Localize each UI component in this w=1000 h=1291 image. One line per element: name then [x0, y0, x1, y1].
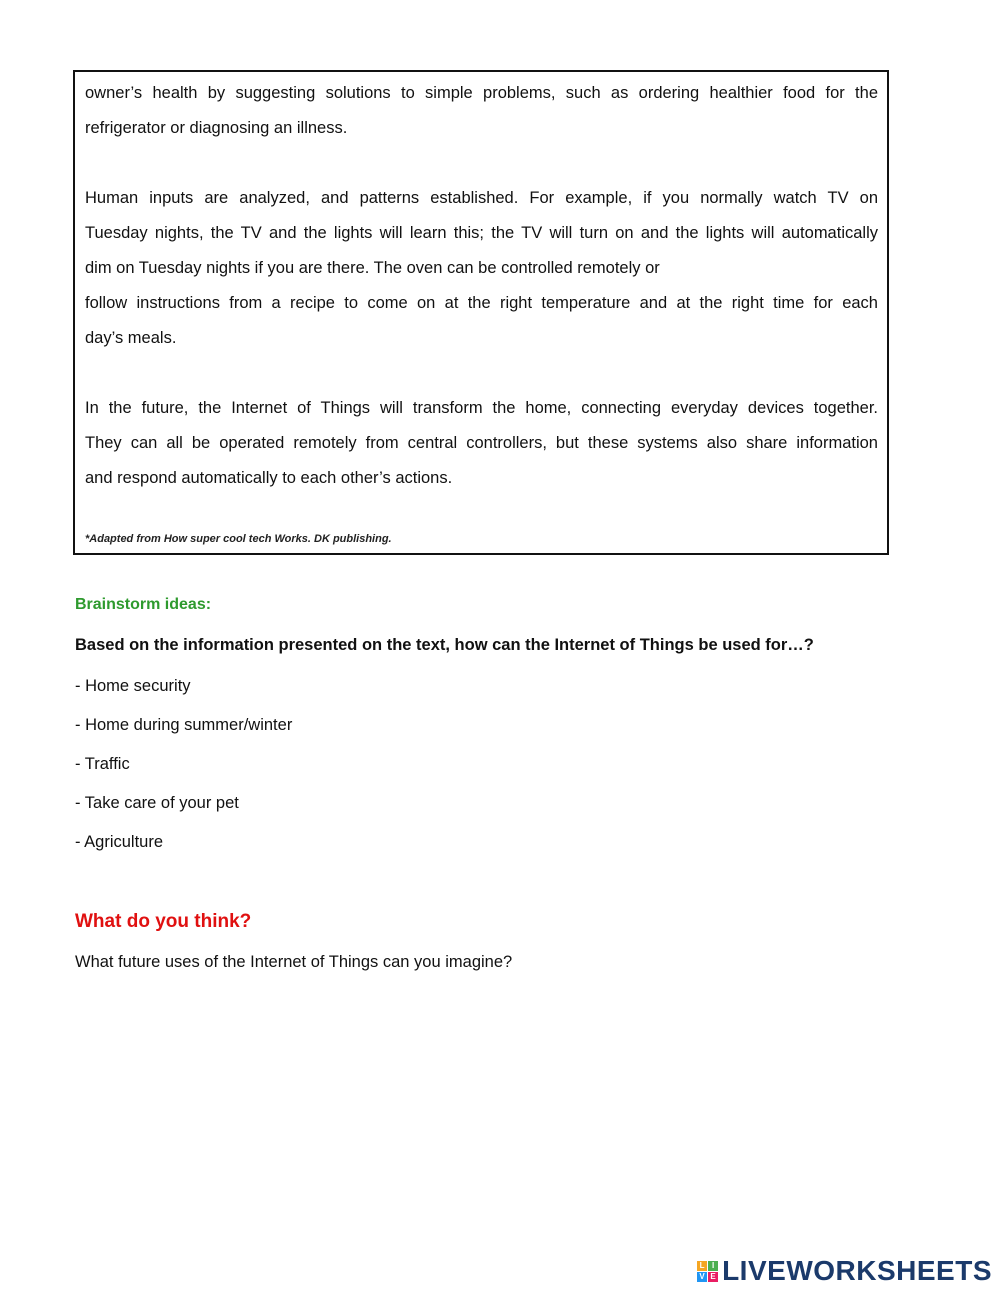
- brainstorm-question: Based on the information presented on the text, how can the Internet of Things be used for…?: [75, 636, 814, 654]
- list-item: - Home security: [75, 677, 191, 695]
- reading-text-box: [73, 70, 889, 555]
- list-item: - Agriculture: [75, 833, 164, 851]
- brand-logo-block: [697, 1255, 992, 1287]
- text-line: refrigerator or diagnosing an illness.: [85, 119, 348, 137]
- list-item: - Take care of your pet: [75, 794, 239, 812]
- text-line: day’s meals.: [85, 329, 177, 347]
- logo-letter-e: E: [708, 1272, 718, 1282]
- text-line: follow instructions from a recipe to come on at the right temperature and at the right time for each: [85, 294, 878, 312]
- think-title: What do you think?: [75, 911, 252, 932]
- logo-letter-l: L: [697, 1261, 707, 1271]
- text-line: They can all be operated remotely from central controllers, but these systems also share information: [85, 434, 878, 452]
- text-line: Human inputs are analyzed, and patterns established. For example, if you normally watch TV on: [85, 189, 878, 207]
- liveworksheets-logo-icon: [697, 1261, 718, 1282]
- text-line: In the future, the Internet of Things will transform the home, connecting everyday devices together.: [85, 399, 878, 417]
- brand-name: LIVEWORKSHEETS: [722, 1255, 992, 1286]
- list-item: - Home during summer/winter: [75, 716, 293, 734]
- logo-letter-i: I: [708, 1261, 718, 1271]
- paragraph-3: [85, 391, 878, 496]
- paragraph-1: [85, 76, 878, 146]
- think-question: What future uses of the Internet of Things can you imagine?: [75, 953, 513, 971]
- source-citation: *Adapted from How super cool tech Works. DK publishing.: [85, 533, 392, 545]
- brainstorm-title: Brainstorm ideas:: [75, 596, 212, 613]
- text-line: owner’s health by suggesting solutions to simple problems, such as ordering healthier food for the: [85, 84, 878, 102]
- paragraph-2: [85, 181, 878, 356]
- idea-list: [75, 676, 292, 871]
- text-line: Tuesday nights, the TV and the lights will learn this; the TV will turn on and the lights will automatically: [85, 224, 878, 242]
- logo-letter-v: V: [697, 1272, 707, 1282]
- text-line: and respond automatically to each other’s actions.: [85, 469, 453, 487]
- text-line: dim on Tuesday nights if you are there. The oven can be controlled remotely or: [85, 259, 660, 277]
- list-item: - Traffic: [75, 755, 130, 773]
